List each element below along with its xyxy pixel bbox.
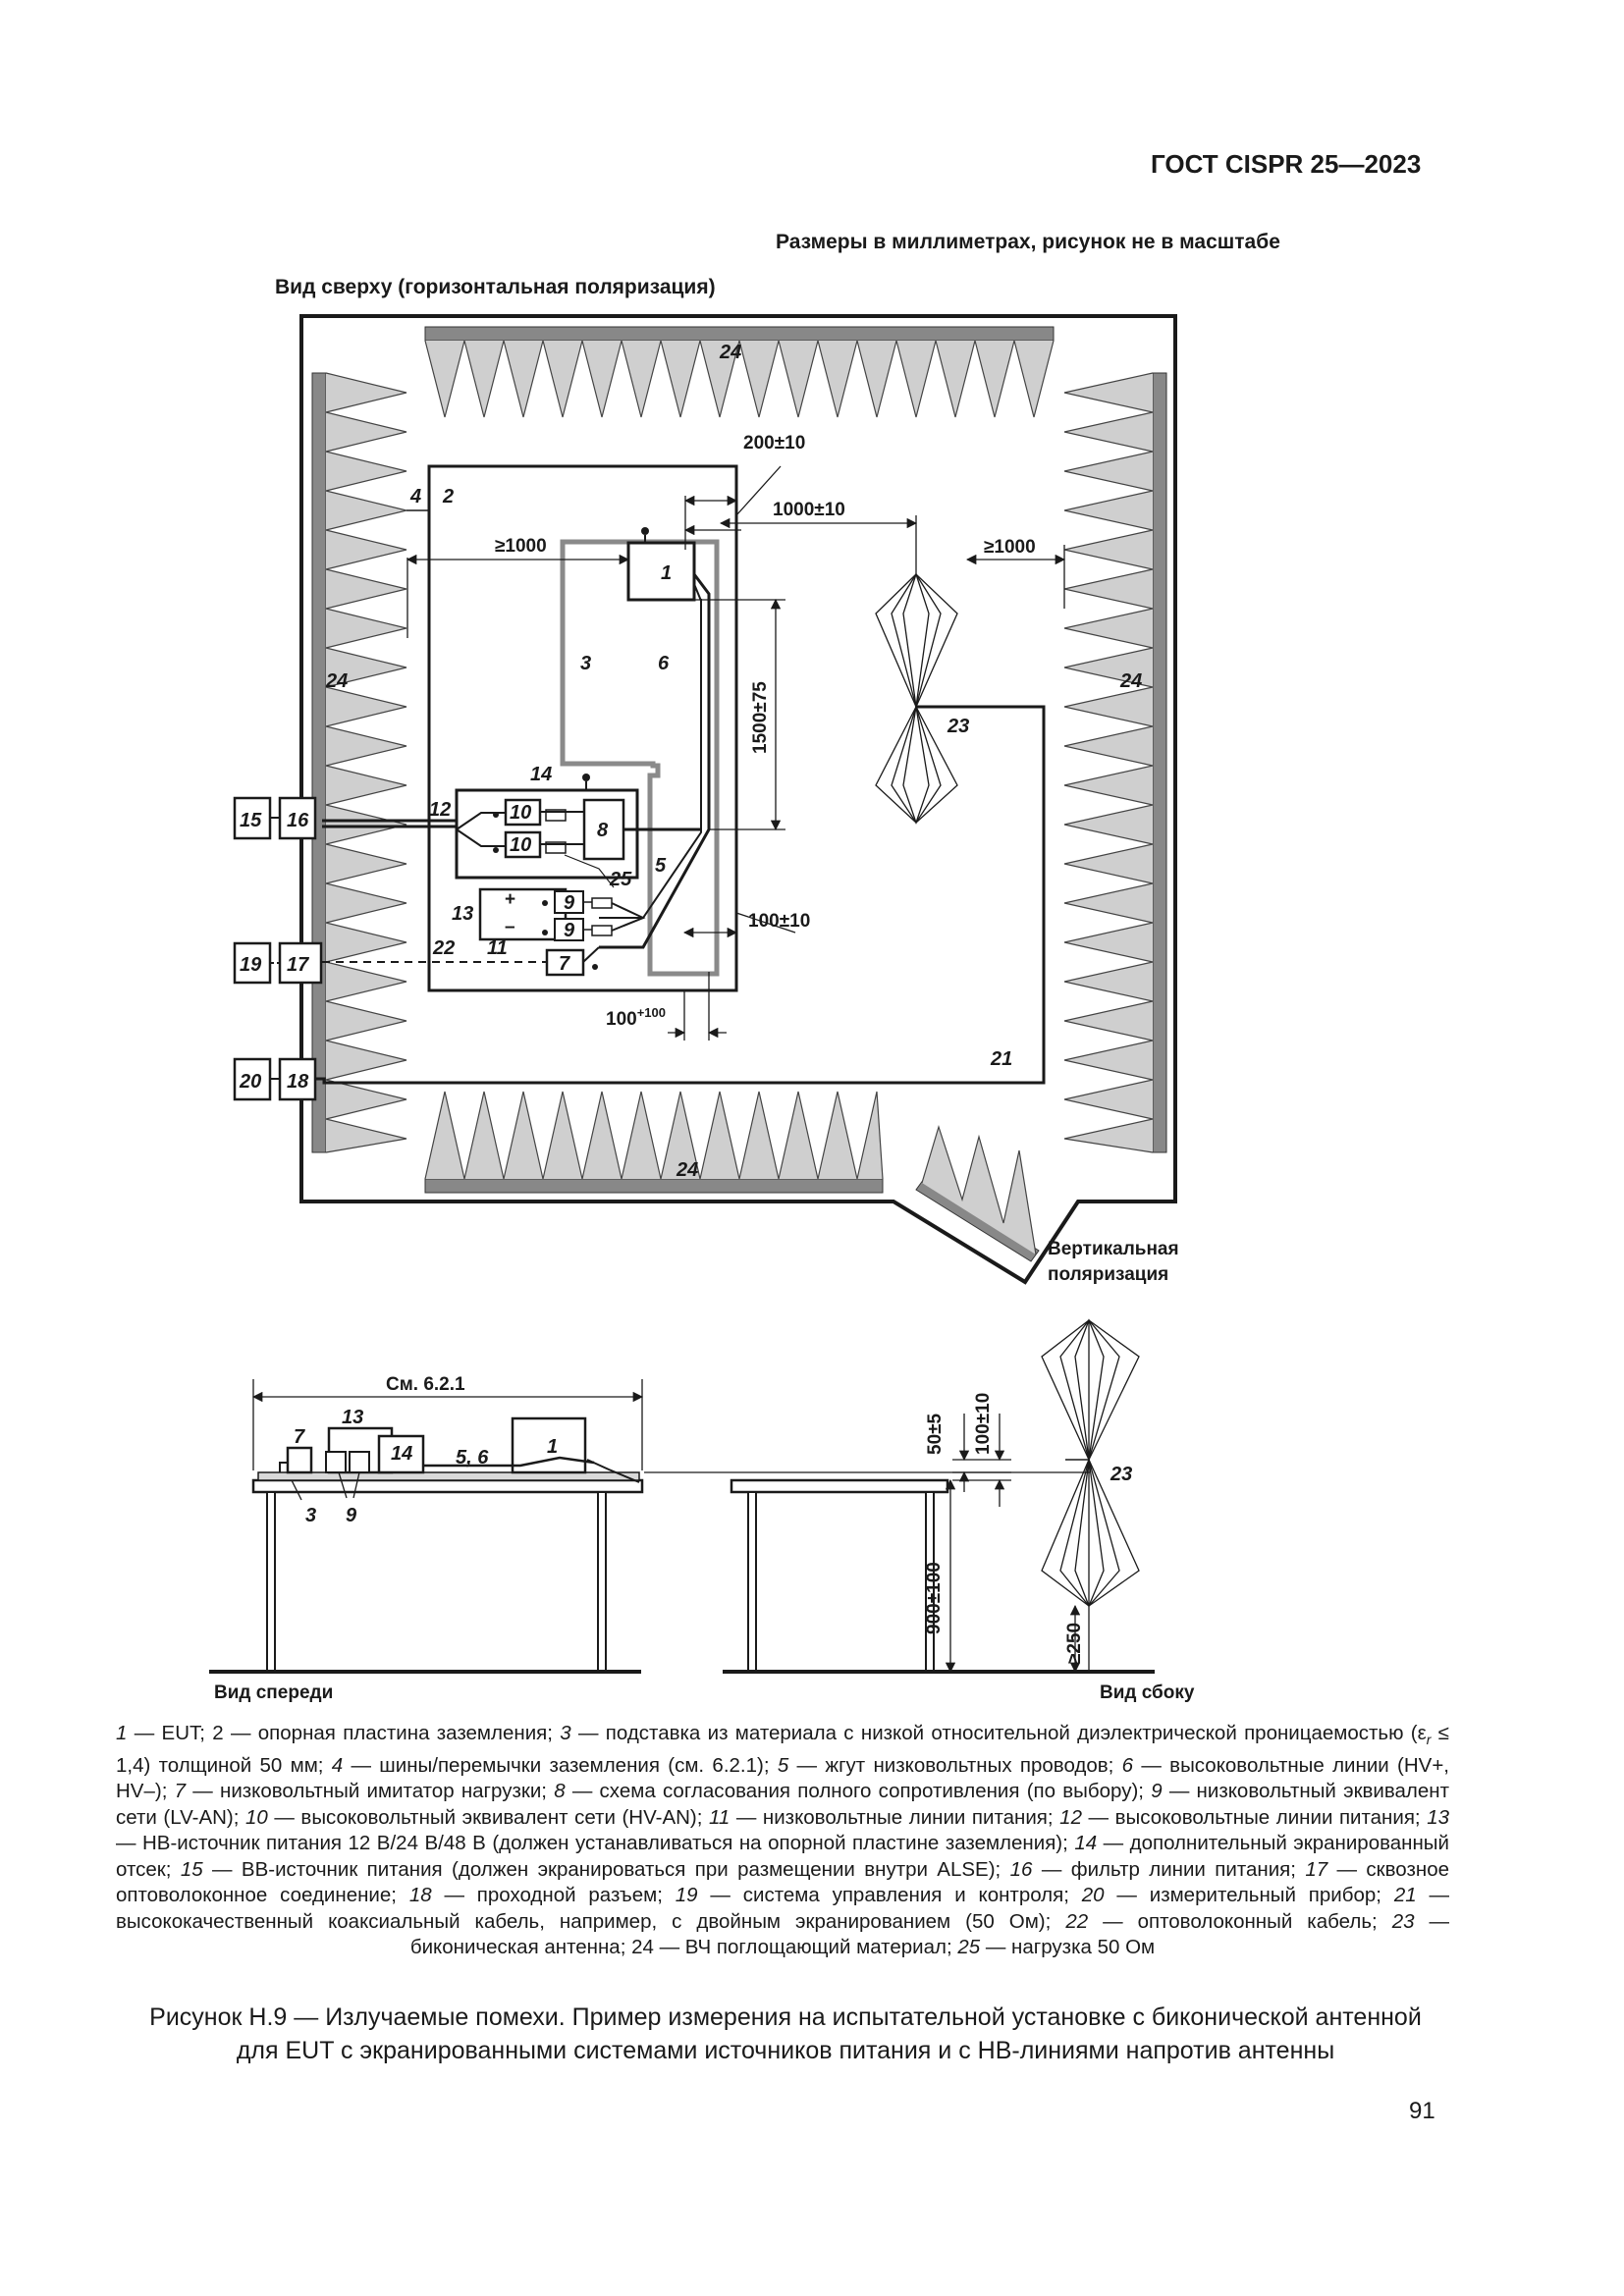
label-4: 4 — [410, 486, 422, 507]
label-25: 25 — [610, 869, 632, 890]
label-1: 1 — [661, 562, 673, 584]
absorber-bottom — [425, 1092, 883, 1193]
label-24-left: 24 — [326, 670, 349, 692]
dim-100-side: 100±10 — [973, 1392, 994, 1455]
absorber-left — [312, 373, 406, 1152]
label-56-front: 5, 6 — [456, 1447, 489, 1468]
lv-power-source — [480, 889, 566, 939]
label-19: 19 — [240, 954, 262, 976]
page-number: 91 — [1409, 2098, 1435, 2124]
figure-caption — [98, 2001, 1473, 2067]
vertical-pol-line2: поляризация — [1048, 1264, 1169, 1285]
label-13: 13 — [452, 903, 474, 925]
label-20: 20 — [240, 1071, 262, 1093]
label-13-front: 13 — [342, 1407, 364, 1428]
dimensions-note: Размеры в миллиметрах, рисунок не в масштабе — [776, 231, 1280, 253]
label-3: 3 — [580, 653, 592, 674]
vertical-pol-line1: Вертикальная — [1048, 1239, 1179, 1259]
label-12: 12 — [429, 799, 452, 821]
standard-header: ГОСТ CISPR 25—2023 — [1151, 149, 1422, 179]
label-23-top: 23 — [947, 716, 970, 737]
label-18: 18 — [287, 1071, 309, 1093]
dielectric-support — [563, 542, 717, 974]
label-14-front: 14 — [391, 1443, 413, 1465]
top-view-title: Вид сверху (горизонтальная поляризация) — [275, 276, 716, 298]
front-view-label: Вид спереди — [214, 1682, 334, 1703]
label-3-front: 3 — [305, 1505, 317, 1526]
side-view-label: Вид сбоку — [1100, 1682, 1195, 1703]
label-5: 5 — [655, 855, 667, 877]
absorber-top — [425, 327, 1054, 417]
label-minus: – — [505, 917, 515, 937]
dim-1000: 1000±10 — [773, 500, 845, 520]
figure-legend: 1 — EUT; 2 — опорная пластина заземления; 3 — подставка из материала с низкой относительной диэлектрической проницаемостью $(\varepsilon_r \le 1,4)$ толщиной 50 мм; 4 — шины/перемычки заземления (см. 6.2.1); 5 — жгут низковольтных проводов; 6 — высоковольтные линии (HV+, HV–); 7 — низковольтный имитатор нагрузки; 8 — схема согласования полного сопротивления (по выбору); 9 — низковольтный эквивалент сети (LV-AN); 10 — высоковольтный эквивалент сети (HV-AN); 11 — низковольтные линии питания; 12 — высоковольтные линии питания; 13 — НВ-источник питания 12 В/24 В/48 В (должен устанавливаться на опорной пластине заземления); 14 — дополнительный экранированный отсек; 15 — ВВ-источник питания (должен экранироваться при размещении внутри ALSE); 16 — фильтр линии питания; 17 — сквозное оптоволоконное соединение; 18 — проходной разъем; 19 — система управления и контроля; 20 — измерительный прибор; 21 — высококачественный коаксиальный кабель, например, с двойным экранированием (50 Ом); 22 — оптоволоконный кабель; 23 — биконическая антенна; 24 — ВЧ поглощающий материал; 25 — нагрузка 50 Ом — [116, 1722, 1450, 1959]
label-7-front: 7 — [294, 1426, 305, 1448]
label-9-front: 9 — [346, 1505, 357, 1526]
coax-cable — [315, 707, 1044, 1083]
label-16: 16 — [287, 810, 309, 831]
absorber-corner — [916, 1127, 1039, 1261]
label-10b: 10 — [510, 834, 532, 856]
front-view-table — [253, 1418, 642, 1672]
dim-100: 100±10 — [748, 911, 811, 932]
label-17: 17 — [287, 954, 309, 976]
label-15: 15 — [240, 810, 262, 831]
dim-ge250: ≥250 — [1064, 1622, 1085, 1664]
label-10a: 10 — [510, 802, 532, 824]
dim-1500: 1500±75 — [750, 681, 771, 754]
caption-line-2: для EUT с экранированными системами источников питания и с НВ-линиями напротив антенны — [236, 2037, 1335, 2064]
side-view-table — [731, 1480, 947, 1672]
label-7: 7 — [559, 953, 570, 975]
label-22: 22 — [433, 937, 456, 959]
dim-900: 900±100 — [924, 1562, 945, 1634]
label-21: 21 — [991, 1048, 1013, 1070]
caption-line-1: Рисунок Н.9 — Излучаемые помехи. Пример измерения на испытательной установке с биконической антенной — [149, 2003, 1422, 2031]
dim-200: 200±10 — [743, 433, 806, 454]
dim-ge1000-left: ≥1000 — [495, 536, 547, 557]
label-24-top: 24 — [720, 342, 742, 363]
label-23-side: 23 — [1110, 1464, 1133, 1485]
dim-see-621: См. 6.2.1 — [386, 1374, 465, 1395]
label-11: 11 — [487, 937, 508, 959]
label-plus: + — [505, 889, 516, 910]
label-9b: 9 — [564, 920, 575, 941]
label-8: 8 — [597, 820, 609, 841]
label-2: 2 — [443, 486, 455, 507]
dim-100tol: $100^{+100}$ — [606, 1005, 666, 1030]
absorber-right — [1064, 373, 1166, 1152]
label-14: 14 — [530, 764, 553, 785]
dim-50: 50±5 — [925, 1413, 946, 1455]
label-6: 6 — [658, 653, 670, 674]
label-9a: 9 — [564, 892, 575, 914]
biconical-antenna-top — [876, 574, 957, 823]
dim-ge1000-right: ≥1000 — [984, 537, 1036, 558]
label-1-front: 1 — [547, 1436, 559, 1458]
label-24-right: 24 — [1120, 670, 1143, 692]
label-24-bottom: 24 — [677, 1159, 699, 1181]
